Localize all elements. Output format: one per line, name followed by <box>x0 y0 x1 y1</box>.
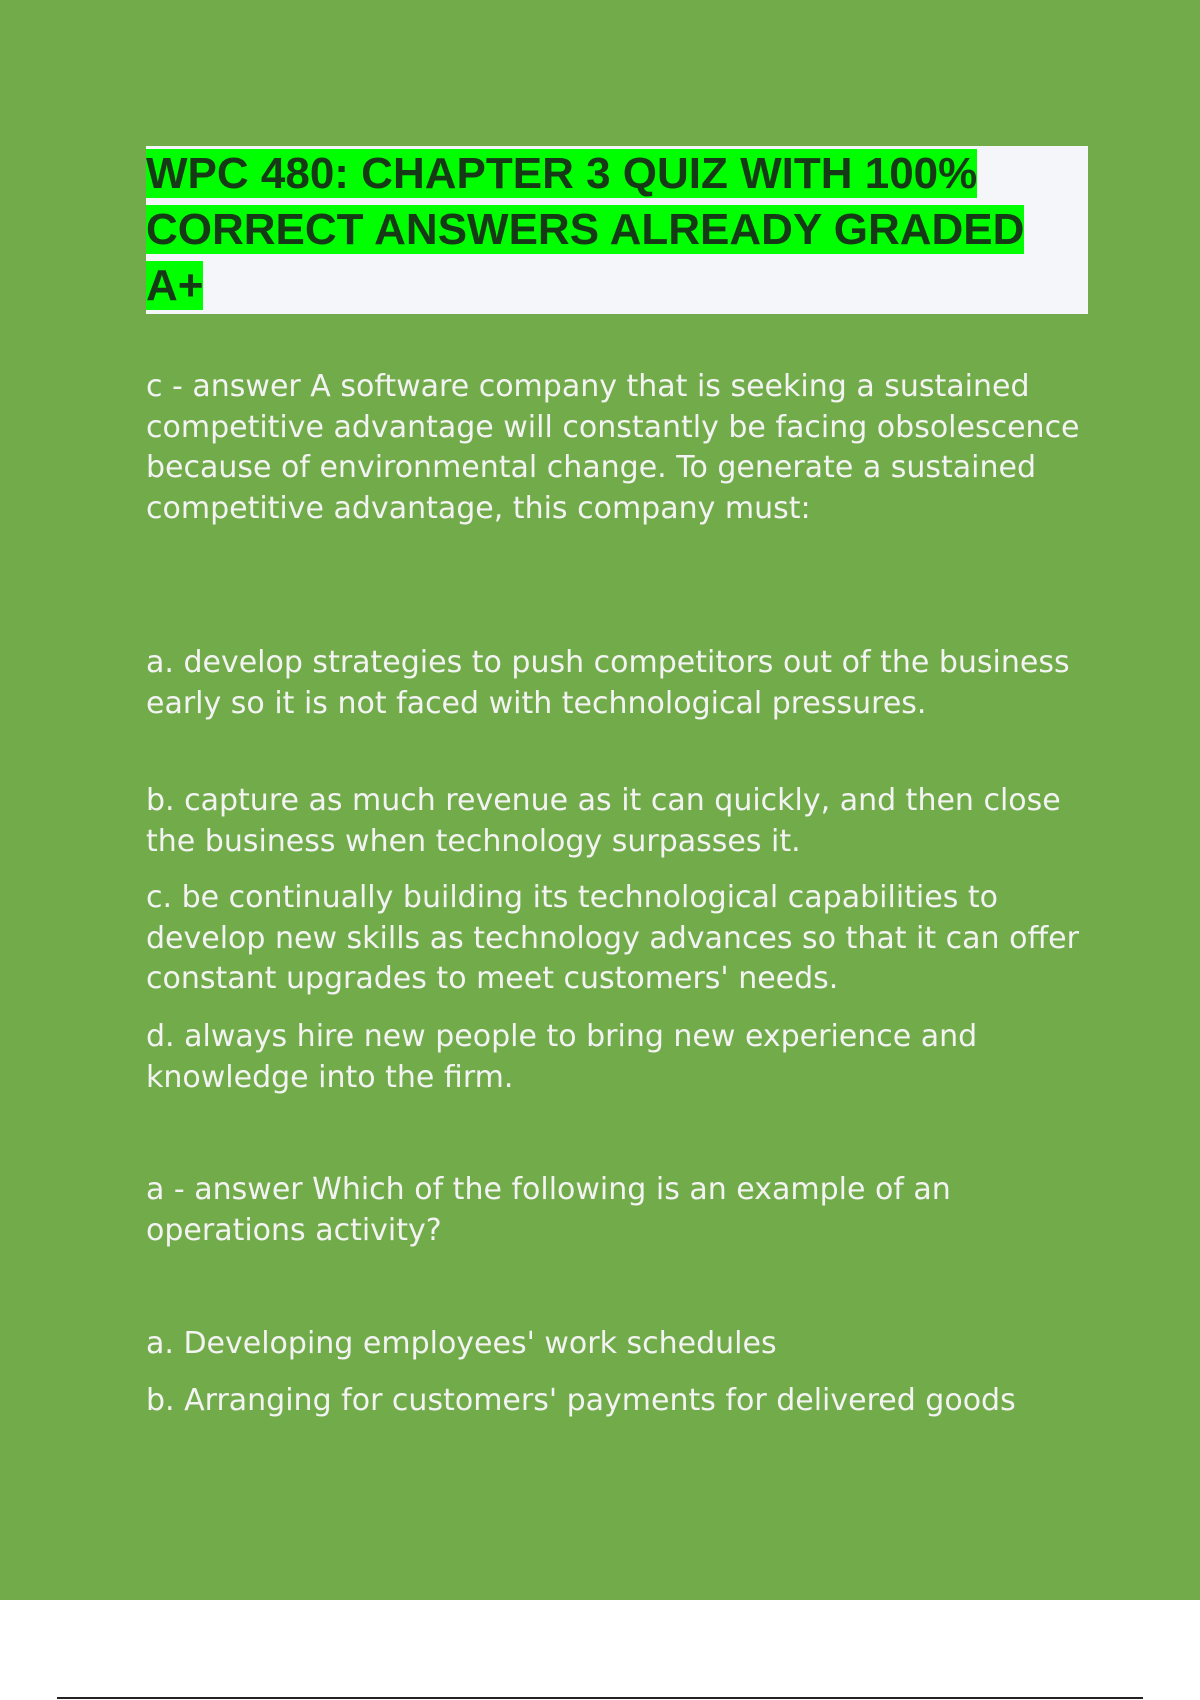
question-2-option-a: a. Developing employees' work schedules <box>146 1326 777 1361</box>
title-highlight: WPC 480: CHAPTER 3 QUIZ WITH 100% CORRECT ANSWERS ALREADY GRADED A+ <box>146 149 1025 310</box>
question-1-option-b: b. capture as much revenue as it can quickly, and then close the business when technology surpasses it. <box>146 783 1061 859</box>
question-1-option-c: c. be continually building its technological capabilities to develop new skills as technology advances so that it can offer constant upgrades to meet customers' needs. <box>146 880 1079 996</box>
question-1-prompt: c - answer A software company that is seeking a sustained competitive advantage will constantly be facing obsolescence because of environmental change. To generate a sustained competitive advantage, this company must: <box>146 369 1080 526</box>
question-1-option-a: a. develop strategies to push competitors out of the business early so it is not faced with technological pressures. <box>146 645 1070 721</box>
question-2-option-b: b. Arranging for customers' payments for delivered goods <box>146 1383 1016 1418</box>
question-2-prompt: a - answer Which of the following is an example of an operations activity? <box>146 1172 951 1248</box>
document-title <box>146 146 1088 314</box>
footer-divider <box>57 1697 1143 1699</box>
question-1-option-d: d. always hire new people to bring new experience and knowledge into the firm. <box>146 1019 978 1095</box>
